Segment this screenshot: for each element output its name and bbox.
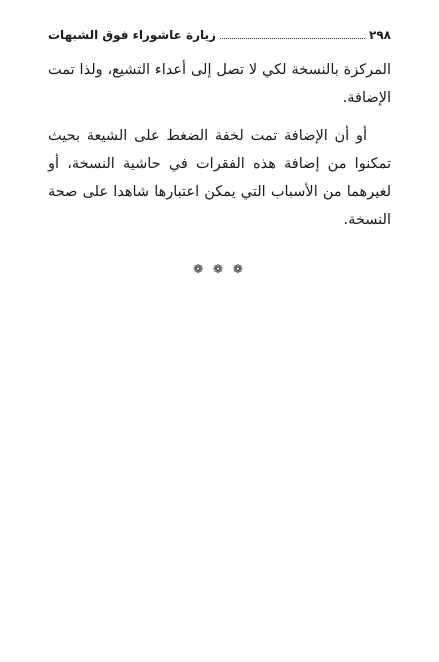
header-dot-leader: [220, 38, 365, 39]
page-header: [48, 20, 391, 42]
section-ornament: ❁ ❁ ❁: [193, 262, 246, 276]
page-body: [48, 56, 391, 234]
running-title: زيارة عاشوراء فوق الشبهات: [48, 28, 216, 42]
paragraph: المركزة بالنسخة لكي لا تصل إلى أعداء التشيع، ولذا تمت الإضافة.: [48, 62, 391, 106]
page-number: ٢٩٨: [369, 28, 391, 42]
paragraph: أو أن الإضافة تمت لخفة الضغط على الشيعة بحيث تمكنوا من إضافة هذه الفقرات في حاشية النسخة، أو لغيرهما من الأسباب التي يمكن اعتبارها شاهدا على صحة النسخة.: [48, 128, 391, 228]
